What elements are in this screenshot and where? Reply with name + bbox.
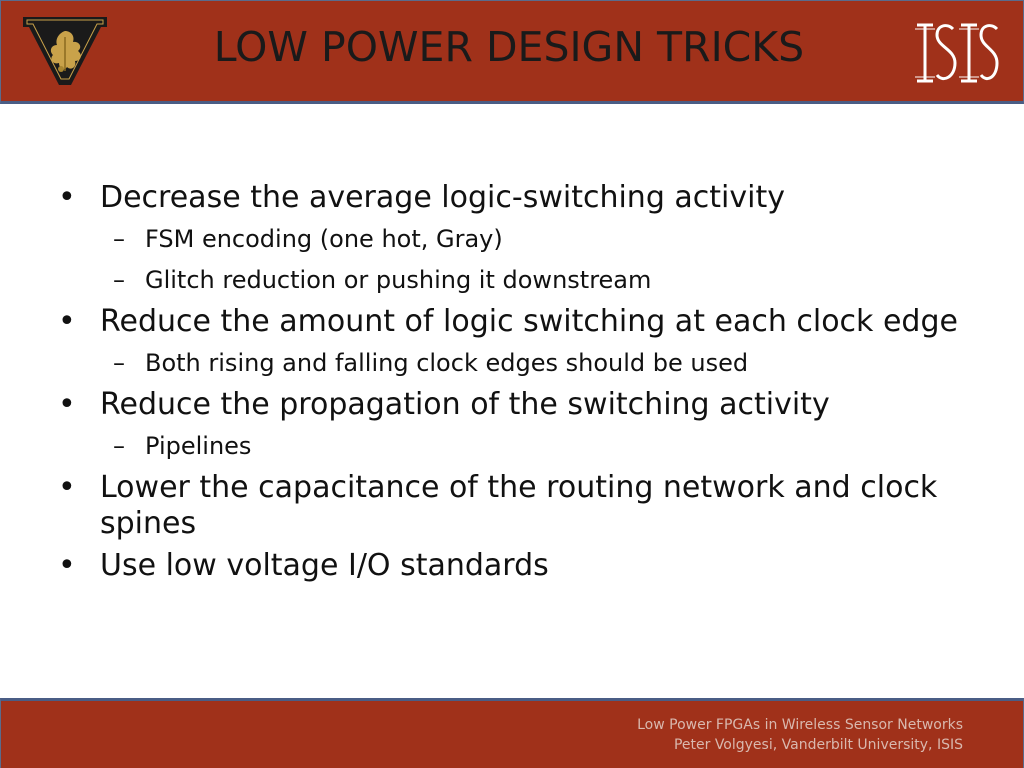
isis-logo-icon: [913, 21, 999, 85]
sub-bullet-item: – Glitch reduction or pushing it downstream: [58, 263, 958, 297]
bullet-item: • Lower the capacitance of the routing network and clock spines: [58, 470, 958, 542]
slide-title: LOW POWER DESIGN TRICKS: [213, 23, 805, 71]
slide-footer: [0, 698, 1024, 768]
slide-header: [0, 0, 1024, 104]
footer-line-author: Peter Volgyesi, Vanderbilt University, ISIS: [673, 737, 963, 753]
bullet-item: • Use low voltage I/O standards: [58, 548, 958, 584]
bullet-item: • Decrease the average logic-switching activity: [58, 180, 958, 216]
bullet-list: [58, 180, 958, 590]
footer-text: [637, 715, 963, 755]
sub-bullet-item: – Pipelines: [58, 429, 958, 463]
bullet-item: • Reduce the propagation of the switching activity: [58, 387, 958, 423]
footer-line-presentation-title: Low Power FPGAs in Wireless Sensor Networks: [637, 717, 963, 733]
bullet-item: • Reduce the amount of logic switching at each clock edge: [58, 304, 958, 340]
sub-bullet-item: – FSM encoding (one hot, Gray): [58, 222, 958, 256]
sub-bullet-item: – Both rising and falling clock edges should be used: [58, 346, 958, 380]
